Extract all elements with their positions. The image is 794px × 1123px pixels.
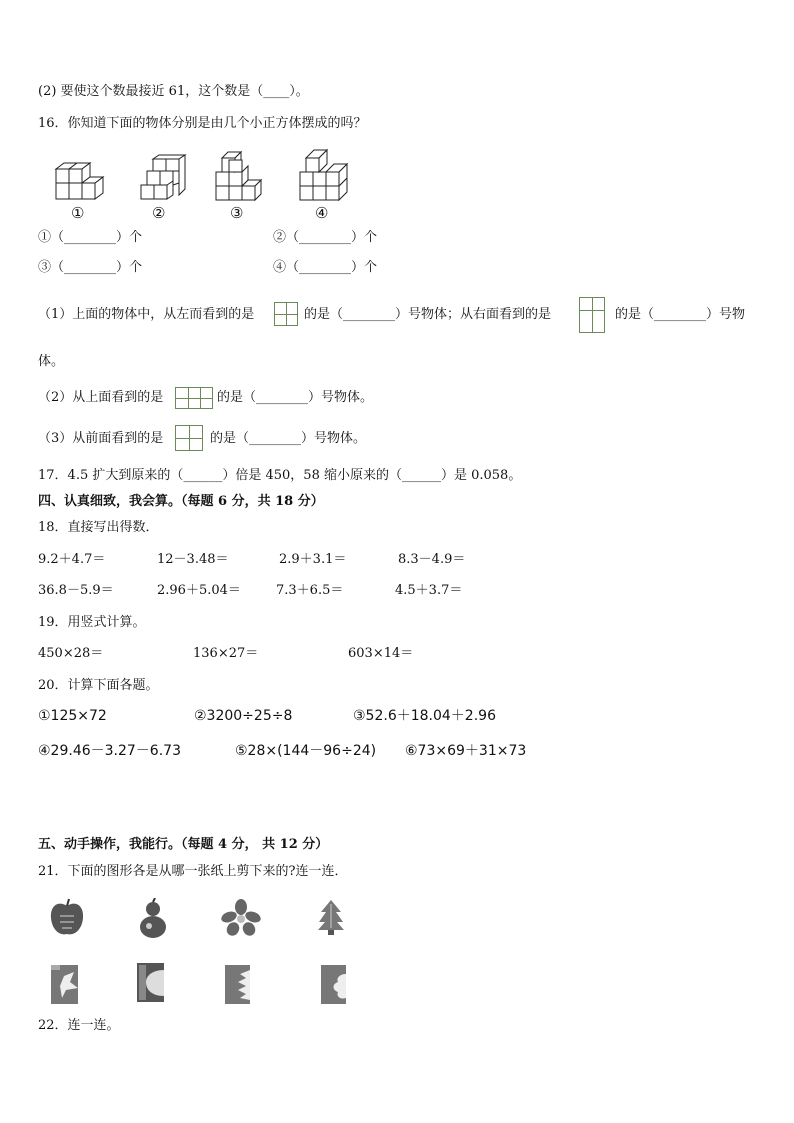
question-20: 20．计算下面各题。 <box>38 678 159 693</box>
answer-3: ③（________）个 <box>38 260 143 275</box>
sub-question-1-part-a: （1）上面的物体中，从左而看到的是 <box>38 307 255 322</box>
question-17: 17．4.5 扩大到原来的（______）倍是 450，58 缩小原来的（______）是 0.058。 <box>38 468 522 483</box>
expression-item: ①125×72 <box>38 708 107 724</box>
view-grid-tall <box>579 297 605 333</box>
cube-label-1: ① <box>71 204 85 222</box>
answer-2: ②（________）个 <box>273 230 378 245</box>
tree-shape-icon <box>316 898 346 936</box>
sub-question-1-part-b: 的是（________）号物体；从右面看到的是 <box>304 307 552 322</box>
paper-e-shape-1-icon <box>48 962 82 1006</box>
section-5-heading: 五、动手操作，我能行。（每题 4 分， 共 12 分） <box>38 837 329 852</box>
cube-figure-4 <box>296 146 352 204</box>
paper-e-shape-3-icon <box>318 962 350 1006</box>
question-18: 18．直接写出得数． <box>38 520 159 535</box>
expression-item: ⑤28×(144－96÷24) <box>235 743 377 759</box>
question-15-2: (2) 要使这个数最接近 61，这个数是（____）。 <box>38 84 309 99</box>
apple-shape-icon <box>48 898 86 938</box>
calc-item: 2.96＋5.04＝ <box>157 583 241 598</box>
sub-question-1-part-d: 体。 <box>38 354 65 369</box>
question-16: 16．你知道下面的物体分别是由几个小正方体摆成的吗？ <box>38 116 367 131</box>
sub-question-1-part-c: 的是（________）号物 <box>615 307 746 322</box>
calc-item: 9.2＋4.7＝ <box>38 552 106 567</box>
view-grid-front <box>175 425 203 451</box>
sub-question-3-part-a: （3）从前面看到的是 <box>38 431 164 446</box>
view-grid-2x2 <box>274 302 298 326</box>
paper-e-shape-2-icon <box>222 962 254 1006</box>
calc-item: 4.5＋3.7＝ <box>395 583 463 598</box>
expression-item: ②3200÷25÷8 <box>194 708 293 724</box>
sub-question-3-part-b: 的是（________）号物体。 <box>210 431 367 446</box>
answer-1: ①（________）个 <box>38 230 143 245</box>
section-4-heading: 四、认真细致，我会算。（每题 6 分，共 18 分） <box>38 494 324 509</box>
expression-item: ③52.6＋18.04＋2.96 <box>353 708 496 724</box>
calc-item: 8.3－4.9＝ <box>398 552 466 567</box>
vertical-calc-item: 603×14＝ <box>348 646 414 661</box>
cube-label-2: ② <box>152 204 166 222</box>
vertical-calc-item: 136×27＝ <box>193 646 259 661</box>
calc-item: 2.9＋3.1＝ <box>279 552 347 567</box>
cube-label-3: ③ <box>230 204 244 222</box>
cube-label-4: ④ <box>315 204 329 222</box>
cube-figure-1 <box>52 155 108 203</box>
sub-question-2-part-b: 的是（________）号物体。 <box>217 390 374 405</box>
flower-shape-icon <box>220 898 262 938</box>
paper-c-shape-icon <box>134 960 168 1004</box>
answer-4: ④（________）个 <box>273 260 378 275</box>
view-grid-1x3 <box>175 387 213 409</box>
calc-item: 7.3＋6.5＝ <box>276 583 344 598</box>
calc-item: 36.8－5.9＝ <box>38 583 114 598</box>
calc-item: 12－3.48＝ <box>157 552 229 567</box>
question-19: 19．用竖式计算。 <box>38 615 146 630</box>
vertical-calc-item: 450×28＝ <box>38 646 104 661</box>
question-21: 21．下面的图形各是从哪一张纸上剪下来的?连一连． <box>38 864 348 879</box>
gourd-shape-icon <box>136 898 170 940</box>
cube-figure-3 <box>212 146 264 204</box>
cube-figure-2 <box>137 153 187 203</box>
expression-item: ④29.46－3.27－6.73 <box>38 743 181 759</box>
question-22: 22．连一连。 <box>38 1018 120 1033</box>
expression-item: ⑥73×69＋31×73 <box>405 743 527 759</box>
sub-question-2-part-a: （2）从上面看到的是 <box>38 390 164 405</box>
